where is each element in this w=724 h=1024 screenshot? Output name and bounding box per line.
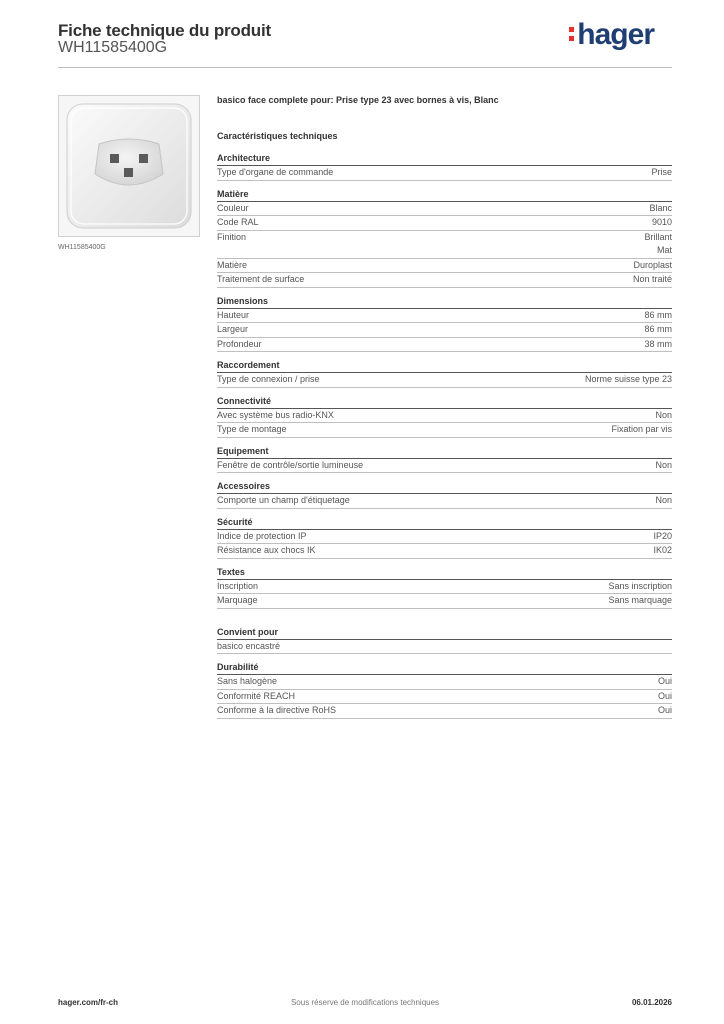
- spec-value: [652, 216, 672, 230]
- spec-value: [655, 494, 672, 508]
- spec-label: Marquage: [217, 595, 258, 605]
- spec-label: Inscription: [217, 580, 259, 591]
- spec-value: [633, 259, 672, 273]
- spec-label: Largeur: [217, 324, 249, 334]
- spec-value-line: Sans marquage: [608, 595, 672, 605]
- spec-section: [217, 294, 672, 353]
- spec-value: [653, 544, 672, 558]
- section-title: Dimensions: [217, 294, 672, 309]
- spec-row: [217, 675, 672, 690]
- spec-value-line: 9010: [651, 217, 672, 227]
- spec-value: [633, 273, 672, 287]
- spec-label: Résistance aux chocs IK: [217, 545, 316, 555]
- page-header: [58, 18, 672, 68]
- spec-label: Comporte un champ d'étiquetage: [217, 495, 350, 505]
- spec-row: [217, 259, 672, 274]
- spec-label: Hauteur: [217, 309, 250, 320]
- spec-value-line: Mat: [656, 245, 672, 255]
- spec-section: [217, 394, 672, 438]
- product-image: [58, 95, 200, 237]
- section-title: Architecture: [217, 151, 672, 166]
- spec-value: [655, 409, 672, 423]
- section-title: Durabilité: [217, 660, 672, 675]
- spec-value: [644, 338, 672, 352]
- spec-row: [217, 530, 672, 545]
- document-title: Fiche technique du produit: [58, 21, 271, 40]
- image-caption: WH11585400G: [58, 244, 106, 251]
- spec-value-line: Non traité: [632, 274, 672, 284]
- spec-value-line: IP20: [653, 530, 672, 541]
- spec-label: Conformité REACH: [217, 690, 296, 701]
- spec-row: [217, 423, 672, 438]
- spec-label: Sans halogène: [217, 676, 278, 686]
- spec-label: Type d'organe de commande: [217, 167, 334, 177]
- spec-section: [217, 444, 672, 474]
- spec-row: [217, 690, 672, 705]
- spec-row: [217, 459, 672, 474]
- spec-value: [611, 423, 672, 437]
- header-divider: [58, 67, 672, 68]
- footer-date: 06.01.2026: [631, 998, 672, 1007]
- logo-dots-icon: [569, 27, 575, 45]
- spec-value: [644, 323, 672, 337]
- spec-label: Indice de protection IP: [217, 530, 307, 541]
- spec-label: Profondeur: [217, 338, 262, 349]
- spec-row: [217, 640, 672, 655]
- section-title: Matière: [217, 187, 672, 202]
- spec-label: Type de montage: [217, 424, 287, 434]
- section-title: Raccordement: [217, 358, 672, 373]
- spec-value: [608, 580, 672, 594]
- product-reference: WH11585400G: [58, 39, 168, 56]
- spec-value: [649, 202, 672, 216]
- spec-value-line: Non: [655, 459, 672, 470]
- spec-row: [217, 202, 672, 217]
- spec-sections: [217, 151, 672, 719]
- spec-section: [217, 358, 672, 388]
- spec-label: basico encastré: [217, 640, 281, 651]
- spec-row: [217, 309, 672, 324]
- spec-row: [217, 273, 672, 288]
- spec-value-line: Prise: [651, 167, 672, 177]
- socket-icon: [59, 96, 199, 236]
- spec-value-line: Norme suisse type 23: [584, 374, 672, 384]
- spec-row: [217, 704, 672, 719]
- spec-value: [658, 675, 672, 689]
- section-title: Connectivité: [217, 394, 672, 409]
- spec-section: [217, 515, 672, 559]
- spec-value: [644, 231, 672, 258]
- spec-value: [658, 690, 672, 704]
- spec-section: [217, 625, 672, 655]
- spec-value-line: IK02: [653, 545, 672, 555]
- spec-label: Traitement de surface: [217, 274, 305, 284]
- spec-value: [644, 309, 672, 323]
- spec-row: [217, 216, 672, 231]
- spec-value-line: 86 mm: [644, 324, 672, 334]
- spec-section: [217, 565, 672, 609]
- footer-website-link[interactable]: hager.com/fr-ch: [58, 998, 119, 1007]
- section-title: Convient pour: [217, 625, 672, 640]
- spec-row: [217, 231, 672, 259]
- section-title: Accessoires: [217, 479, 672, 494]
- spec-label: Couleur: [217, 202, 249, 213]
- spec-label: Type de connexion / prise: [217, 374, 320, 384]
- spec-value-line: Fixation par vis: [611, 424, 672, 434]
- spec-label: Fenêtre de contrôle/sortie lumineuse: [217, 459, 364, 470]
- spec-value-line: Non: [655, 409, 672, 420]
- tech-heading: Caractéristiques techniques: [217, 131, 338, 141]
- spec-row: [217, 580, 672, 595]
- spec-row: [217, 373, 672, 388]
- spec-label: Code RAL: [217, 217, 259, 227]
- spec-value-line: Brillant: [644, 231, 672, 242]
- spec-value-line: Blanc: [649, 202, 672, 213]
- spec-value-line: Non: [655, 495, 672, 505]
- spec-section: [217, 151, 672, 181]
- spec-value: [655, 459, 672, 473]
- spec-section: [217, 660, 672, 719]
- section-title: Equipement: [217, 444, 672, 459]
- spec-label: Avec système bus radio-KNX: [217, 409, 334, 420]
- spec-row: [217, 544, 672, 559]
- spec-label: Matière: [217, 259, 248, 270]
- spec-value-line: 38 mm: [644, 338, 672, 349]
- logo-text: hager: [577, 18, 654, 51]
- spec-section: [217, 479, 672, 509]
- spec-label: Finition: [217, 231, 247, 242]
- spec-row: [217, 323, 672, 338]
- spec-value: [658, 704, 672, 718]
- spec-value: [653, 530, 672, 544]
- spec-content: [217, 95, 672, 719]
- spec-value-line: 86 mm: [644, 309, 672, 320]
- spec-value-line: Duroplast: [633, 259, 672, 270]
- section-title: Sécurité: [217, 515, 672, 530]
- spec-value: [651, 166, 672, 180]
- spec-section: [217, 187, 672, 288]
- spec-value-line: Oui: [657, 705, 672, 715]
- spec-row: [217, 594, 672, 609]
- brand-logo[interactable]: [569, 18, 654, 52]
- spec-value-line: Sans inscription: [608, 580, 672, 591]
- spec-label: Conforme à la directive RoHS: [217, 705, 337, 715]
- product-description: basico face complete pour: Prise type 23 avec bornes à vis, Blanc: [217, 95, 499, 105]
- spec-row: [217, 494, 672, 509]
- spec-value: [585, 373, 672, 387]
- footer-notice: Sous réserve de modifications techniques: [290, 998, 440, 1007]
- spec-value-line: Oui: [657, 690, 672, 701]
- section-title: Textes: [217, 565, 672, 580]
- spec-row: [217, 409, 672, 424]
- page-footer: [58, 998, 672, 1012]
- spec-row: [217, 338, 672, 353]
- spec-row: [217, 166, 672, 181]
- spec-value: [608, 594, 672, 608]
- spec-value-line: Oui: [657, 676, 672, 686]
